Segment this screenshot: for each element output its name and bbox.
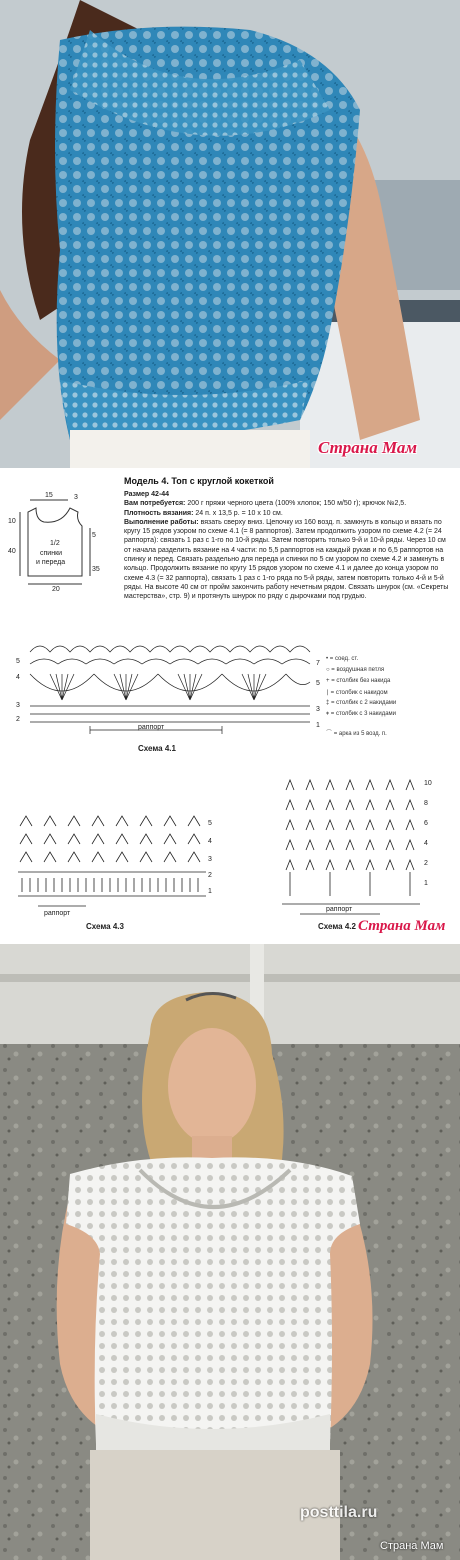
dim-bottom: 20 <box>52 586 60 593</box>
s3-row-1: 1 <box>208 888 212 895</box>
s1-row-left-1: 5 <box>16 658 20 665</box>
legend-item-1 <box>326 656 358 662</box>
legend-sym-4: ∣ <box>326 690 329 696</box>
legend-item-5 <box>326 700 396 706</box>
dim-right-small: 5 <box>92 532 96 539</box>
s3-repeat: раппорт <box>44 910 71 917</box>
size-text: Размер 42-44 <box>124 491 170 498</box>
materials-label: Вам потребуется: <box>124 500 186 508</box>
scheme-4-1-drawing <box>30 646 310 734</box>
legend-text-3: = столбик без накида <box>331 678 391 684</box>
s2-row-2: 2 <box>424 860 428 867</box>
s1-repeat: раппорт <box>138 724 165 731</box>
legend-item-2 <box>326 667 384 673</box>
materials-text: 200 г пряжи черного цвета (100% хлопок; 150 м/50 г); крючок №2,5. <box>187 500 407 508</box>
density-label: Плотность вязания: <box>124 509 194 517</box>
dim-left-top: 10 <box>8 518 16 525</box>
work-label: Выполнение работы: <box>124 518 199 526</box>
s3-caption: Схема 4.3 <box>86 922 124 931</box>
legend-text-1: = соед. ст. <box>329 656 359 662</box>
dim-left: 40 <box>8 548 16 555</box>
dim-right: 35 <box>92 566 100 573</box>
footer-mark: posttila.ru <box>300 1504 378 1521</box>
work-text: вязать сверху вниз. Цепочку из 160 возд. п. замкнуть в кольцо и вязать по кругу 15 рядов узором по схеме 4.1 (= 8 раппортов). Затем продолжить узором по схеме 4.2 (= 24 раппорта): связать 1 раз с 1-го по 10-й ряды. Затем повторить только 9-й и 10-й ряды. Через 10 см от начала разделить вязание на 4 части: по 5,5 раппортов на каждый рукав и по 6,5 раппортов на спинку и перед. Связать раздельно для переда и спинки по 5 см узором по схеме 4.2 и замкнуть в кольцо. Продолжить вязание по кругу 15 рядов узором по схеме 4.1 и далее до конца узором по схеме 4.3 (= 32 раппорта), связать 1 раз с 1-го ряда по 5-й ряды, затем повторить только 4-й и 5-й ряды. На высоте 40 см от пройм закончить работу нечетным рядом. Связать шнурок (см. «Секреты мастерства», стр. 9) и протянуть шнурок по ряду с дырочками под грудью. <box>124 518 449 601</box>
s1-row-right-1: 7 <box>316 660 320 667</box>
legend-text-6: = столбик с 3 накидами <box>330 711 397 717</box>
s2-row-10: 10 <box>424 780 432 787</box>
legend-sym-6: ⧧ <box>326 711 330 717</box>
s1-row-left-3: 3 <box>16 702 20 709</box>
density-text: 24 п. x 13,5 р. = 10 x 10 см. <box>195 509 283 517</box>
watermark-bottom: Страна Мам <box>380 1540 444 1552</box>
blue-top-illustration <box>0 0 460 468</box>
legend-item-3 <box>326 678 390 684</box>
schematic-label-2: и переда <box>36 559 66 566</box>
legend-text-2: = воздушная петля <box>331 667 385 673</box>
s1-row-right-4: 1 <box>316 722 320 729</box>
s2-caption: Схема 4.2 <box>318 922 356 931</box>
schematic-fraction: 1/2 <box>50 540 60 547</box>
pattern-description <box>124 490 449 602</box>
legend-text-4: = столбик с накидом <box>330 690 388 696</box>
s1-caption: Схема 4.1 <box>138 744 176 753</box>
legend-item-6 <box>326 711 396 718</box>
legend-sym-1: • <box>326 656 329 662</box>
dim-neck: 3 <box>74 494 78 501</box>
s3-row-2: 2 <box>208 872 212 879</box>
s1-row-left-4: 2 <box>16 716 20 723</box>
schematic-label-1: спинки <box>40 550 63 557</box>
watermark-middle: Страна Мам <box>358 918 446 934</box>
legend-text-5: = столбик с 2 накидами <box>331 700 397 706</box>
s2-row-8: 8 <box>424 800 428 807</box>
watermark-top: Страна Мам <box>318 438 418 457</box>
s2-row-6: 6 <box>424 820 428 827</box>
legend-text-7: = арка из 5 возд. п. <box>333 731 387 737</box>
legend-sym-3: + <box>326 678 330 684</box>
legend-sym-5: ‡ <box>326 700 330 706</box>
dim-top: 15 <box>45 492 53 499</box>
s3-row-3: 3 <box>208 856 212 863</box>
s1-row-right-3: 3 <box>316 706 320 713</box>
legend-item-4 <box>326 689 388 696</box>
s2-row-1: 1 <box>424 880 428 887</box>
legend-sym-2: ○ <box>326 667 330 673</box>
s3-row-5: 5 <box>208 820 212 827</box>
scheme-4-2-drawing <box>282 780 420 914</box>
s3-row-4: 4 <box>208 838 212 845</box>
s2-repeat: раппорт <box>326 906 353 913</box>
scheme-4-3-drawing <box>18 816 206 906</box>
pattern-title: Модель 4. Топ с круглой кокеткой <box>124 476 274 486</box>
s2-row-4: 4 <box>424 840 428 847</box>
legend-sym-7: ⌒ <box>326 731 333 737</box>
s1-row-left-2: 4 <box>16 674 20 681</box>
blue-top-photo <box>0 0 460 468</box>
legend-item-7 <box>326 728 387 737</box>
white-top-illustration <box>0 944 460 1560</box>
white-top-photo <box>0 944 460 1560</box>
s1-row-right-2: 5 <box>316 680 320 687</box>
